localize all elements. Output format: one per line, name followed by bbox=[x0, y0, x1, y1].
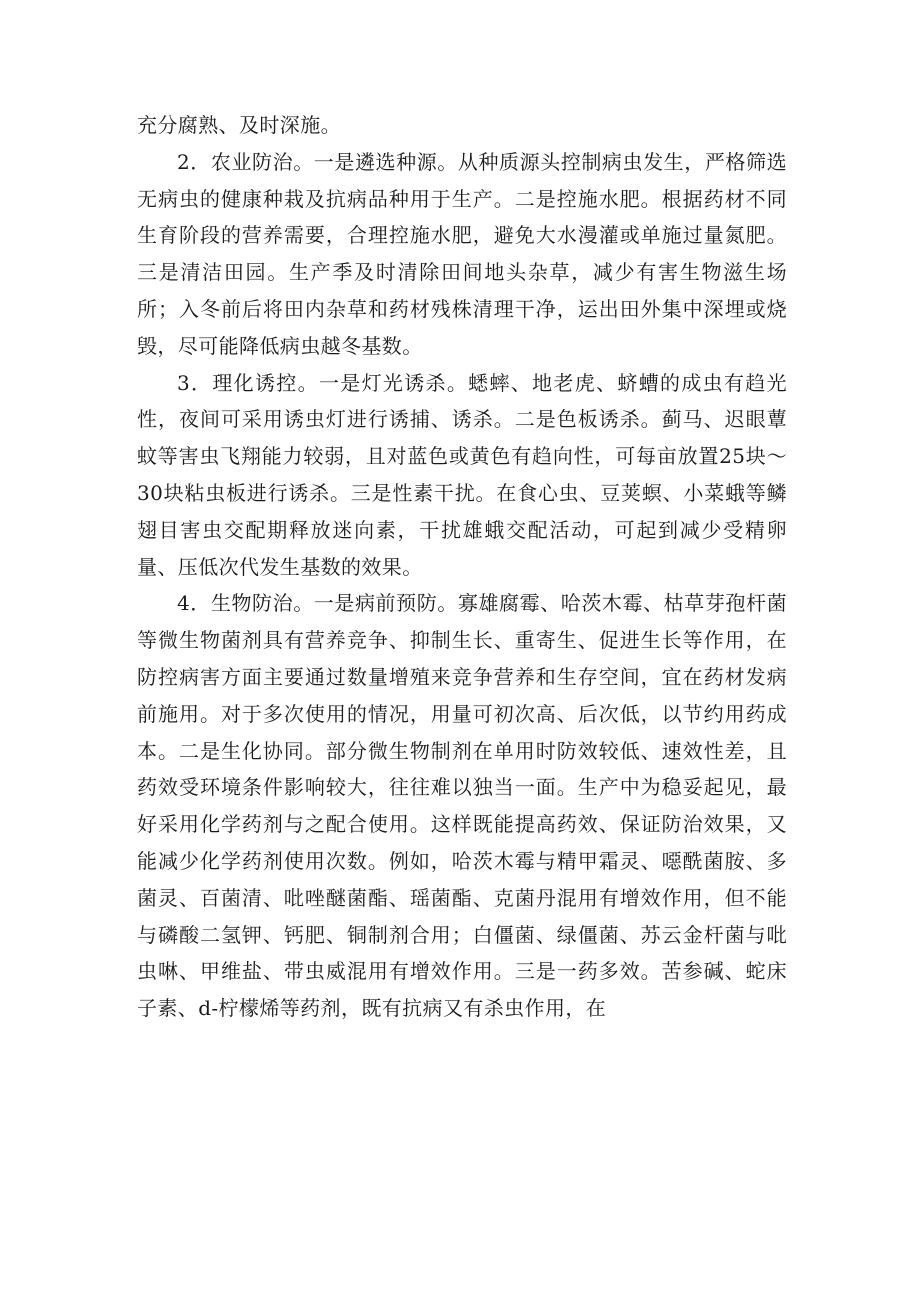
paragraph-physical-chemical-control: 3．理化诱控。一是灯光诱杀。蟋蟀、地老虎、蛴螬的成虫有趋光性，夜间可采用诱虫灯进行诱捕、诱杀。二是色板诱杀。蓟马、迟眼蕈蚊等害虫飞翔能力较弱，且对蓝色或黄色有趋向性，可每亩放置25块～30块粘虫板进行诱杀。三是性素干扰。在食心虫、豆荚螟、小菜蛾等鳞翅目害虫交配期释放迷向素，干扰雄蛾交配活动，可起到减少受精卵量、压低次代发生基数的效果。 bbox=[137, 370, 787, 579]
paragraph-continuation: 充分腐熟、及时深施。 bbox=[137, 113, 341, 137]
document-body bbox=[137, 107, 787, 1027]
paragraph-agricultural-control: 2．农业防治。一是遴选种源。从种质源头控制病虫发生，严格筛选无病虫的健康种栽及抗病品种用于生产。二是控施水肥。根据药材不同生育阶段的营养需要，合理控施水肥，避免大水漫灌或单施过量氮肥。三是清洁田园。生产季及时清除田间地头杂草，减少有害生物滋生场所；入冬前后将田内杂草和药材残株清理干净，运出田外集中深埋或烧毁，尽可能降低病虫越冬基数。 bbox=[137, 149, 787, 358]
paragraph-biological-control: 4．生物防治。一是病前预防。寡雄腐霉、哈茨木霉、枯草芽孢杆菌等微生物菌剂具有营养竞争、抑制生长、重寄生、促进生长等作用，在防控病害方面主要通过数量增殖来竞争营养和生存空间，宜在药材发病前施用。对于多次使用的情况，用量可初次高、后次低，以节约用药成本。二是生化协同。部分微生物制剂在单用时防效较低、速效性差，且药效受环境条件影响较大，往往难以独当一面。生产中为稳妥起见，最好采用化学药剂与之配合使用。这样既能提高药效、保证防治效果，又能减少化学药剂使用次数。例如，哈茨木霉与精甲霜灵、噁酰菌胺、多菌灵、百菌清、吡唑醚菌酯、瑶菌酯、克菌丹混用有增效作用，但不能与磷酸二氢钾、钙肥、铜制剂合用；白僵菌、绿僵菌、苏云金杆菌与吡虫啉、甲维盐、带虫威混用有增效作用。三是一药多效。苦参碱、蛇床子素、d-柠檬烯等药剂，既有抗病又有杀虫作用，在 bbox=[137, 591, 787, 1021]
